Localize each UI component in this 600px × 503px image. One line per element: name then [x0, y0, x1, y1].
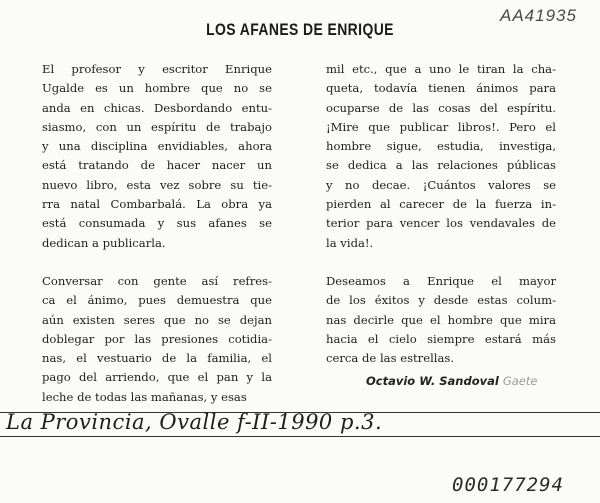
right-column: [326, 60, 556, 368]
text-line: cerca de las estrellas.: [326, 351, 455, 366]
text-line: mil etc., que a uno le tiran la cha-: [326, 62, 556, 76]
right-paragraph-1: [326, 60, 556, 253]
text-line: se dedica a las relaciones públicas: [326, 158, 556, 173]
left-paragraph-2: [42, 272, 272, 407]
archive-stamp: AA41935: [500, 6, 577, 25]
text-line: pierden al carecer de la fuerza in-: [326, 197, 556, 212]
text-line: leche de todas las mañanas, y esas: [42, 389, 247, 404]
text-line: y no decae. ¡Cuántos valores se: [326, 177, 556, 192]
text-line: pago del arriendo, que el pan y la: [42, 370, 272, 385]
citation-rule-bottom: [0, 436, 600, 437]
right-paragraph-2: [326, 272, 556, 368]
author-surname-faded: Gaete: [502, 374, 538, 388]
text-line: está tratando de hacer nacer un: [42, 158, 272, 173]
article-title: LOS AFANES DE ENRIQUE: [206, 20, 394, 39]
text-line: siasmo, con un espíritu de trabajo: [42, 119, 272, 134]
text-line: terior para vencer los vendavales de: [326, 216, 556, 231]
left-column: [42, 60, 272, 407]
author-signature: [366, 374, 537, 388]
text-line: de los éxitos y desde estas colum-: [326, 293, 556, 308]
text-line: ¡Mire que publicar libros!. Pero el: [326, 119, 556, 134]
text-line: nas, el vestuario de la familia, el: [42, 351, 272, 366]
text-line: está consumada y sus afanes se: [42, 216, 272, 231]
author-name: Octavio W. Sandoval: [366, 374, 499, 388]
text-line: hombre sigue, estudia, investiga,: [326, 139, 556, 154]
text-line: dedican a publicarla.: [42, 235, 166, 250]
text-line: anda en chicas. Desbordando entu-: [42, 100, 272, 115]
source-citation: La Provincia, Ovalle f-II-1990 p.3.: [6, 410, 383, 434]
text-line: aún existen seres que no se dejan: [42, 312, 272, 327]
text-line: Deseamos a Enrique el mayor: [326, 273, 556, 288]
text-line: queta, todavía tienen ánimos para: [326, 81, 556, 96]
text-line: y una disciplina envidiables, ahora: [42, 139, 272, 154]
text-line: ca el ánimo, pues demuestra que: [42, 293, 272, 308]
text-line: nas decirle que el hombre que mira: [326, 312, 556, 327]
text-line: El profesor y escritor Enrique: [42, 62, 272, 76]
archive-code: 000177294: [452, 474, 564, 496]
text-line: la vida!.: [326, 235, 374, 250]
text-line: ocuparse de las cosas del espíritu.: [326, 100, 556, 115]
text-line: nuevo libro, esta vez sobre su tie-: [42, 177, 272, 192]
left-paragraph-1: [42, 60, 272, 253]
text-line: Conversar con gente así refres-: [42, 273, 272, 288]
text-line: Ugalde es un hombre que no se: [42, 81, 272, 96]
text-line: rra natal Combarbalá. La obra ya: [42, 197, 272, 212]
text-line: hacia el cielo siempre estará más: [326, 331, 556, 346]
text-line: doblegar por las presiones cotidia-: [42, 331, 272, 346]
